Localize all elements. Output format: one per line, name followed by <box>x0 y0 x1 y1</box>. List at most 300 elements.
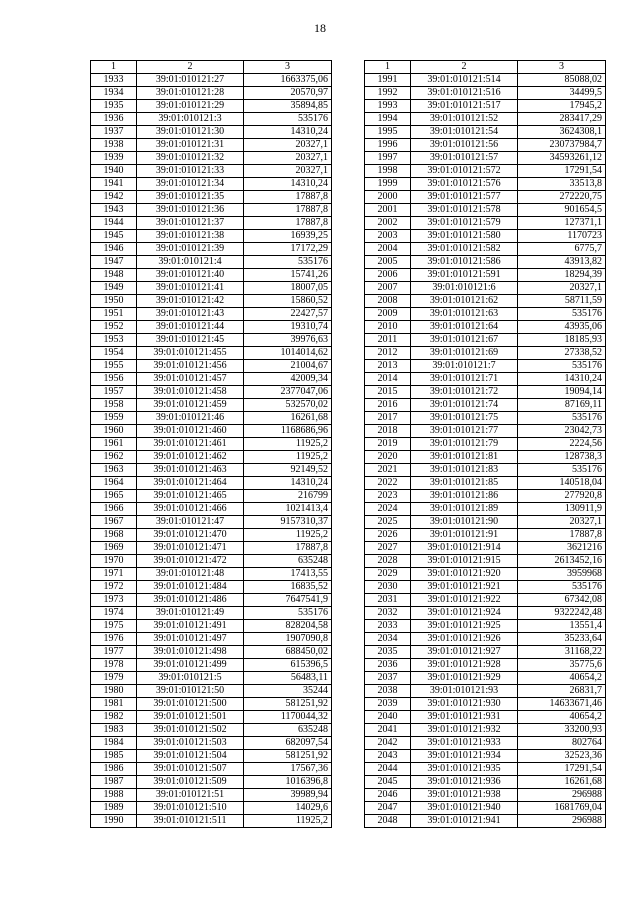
value-cell: 1016396,8 <box>244 776 332 789</box>
table-row <box>91 113 332 126</box>
row-number-cell: 2046 <box>365 789 411 802</box>
cadastral-number-cell: 39:01:010121:514 <box>411 74 518 87</box>
table-row <box>365 243 606 256</box>
cadastral-number-cell: 39:01:010121:62 <box>411 295 518 308</box>
value-cell: 18007,05 <box>244 282 332 295</box>
value-cell: 18185,93 <box>518 334 606 347</box>
value-cell: 17291,54 <box>518 763 606 776</box>
table-row <box>91 451 332 464</box>
row-number-cell: 1975 <box>91 620 137 633</box>
table-row <box>365 204 606 217</box>
row-number-cell: 2032 <box>365 607 411 620</box>
cadastral-number-cell: 39:01:010121:83 <box>411 464 518 477</box>
cadastral-number-cell: 39:01:010121:938 <box>411 789 518 802</box>
row-number-cell: 2043 <box>365 750 411 763</box>
value-cell: 42009,34 <box>244 373 332 386</box>
table-row <box>365 620 606 633</box>
value-cell: 828204,58 <box>244 620 332 633</box>
table-row <box>365 100 606 113</box>
cadastral-number-cell: 39:01:010121:934 <box>411 750 518 763</box>
table-row <box>365 776 606 789</box>
table-row <box>91 399 332 412</box>
value-cell: 31168,22 <box>518 646 606 659</box>
table-row <box>365 334 606 347</box>
cadastral-number-cell: 39:01:010121:920 <box>411 568 518 581</box>
row-number-cell: 1952 <box>91 321 137 334</box>
table-row <box>91 347 332 360</box>
table-row <box>365 256 606 269</box>
cadastral-number-cell: 39:01:010121:914 <box>411 542 518 555</box>
row-number-cell: 2018 <box>365 425 411 438</box>
cadastral-number-cell: 39:01:010121:463 <box>137 464 244 477</box>
table-row <box>91 217 332 230</box>
cadastral-number-cell: 39:01:010121:579 <box>411 217 518 230</box>
cadastral-number-cell: 39:01:010121:67 <box>411 334 518 347</box>
table-header-row <box>365 61 606 74</box>
table-row <box>365 646 606 659</box>
value-cell: 2224,56 <box>518 438 606 451</box>
row-number-cell: 1948 <box>91 269 137 282</box>
page-number: 18 <box>314 21 326 35</box>
cadastral-number-cell: 39:01:010121:90 <box>411 516 518 529</box>
value-cell: 688450,02 <box>244 646 332 659</box>
row-number-cell: 2019 <box>365 438 411 451</box>
row-number-cell: 2041 <box>365 724 411 737</box>
table-row <box>91 750 332 763</box>
value-cell: 19094,14 <box>518 386 606 399</box>
cadastral-number-cell: 39:01:010121:936 <box>411 776 518 789</box>
value-cell: 67342,08 <box>518 594 606 607</box>
table-row <box>91 737 332 750</box>
cadastral-number-cell: 39:01:010121:5 <box>137 672 244 685</box>
row-number-cell: 1971 <box>91 568 137 581</box>
row-number-cell: 1991 <box>365 74 411 87</box>
column-header: 2 <box>411 61 518 74</box>
row-number-cell: 2011 <box>365 334 411 347</box>
value-cell: 20327,1 <box>244 165 332 178</box>
table-row <box>91 815 332 828</box>
cadastral-number-cell: 39:01:010121:459 <box>137 399 244 412</box>
value-cell: 3959968 <box>518 568 606 581</box>
table-row <box>91 74 332 87</box>
table-row <box>91 360 332 373</box>
cadastral-number-cell: 39:01:010121:31 <box>137 139 244 152</box>
value-cell: 17887,8 <box>244 191 332 204</box>
row-number-cell: 1983 <box>91 724 137 737</box>
row-number-cell: 1951 <box>91 308 137 321</box>
row-number-cell: 2016 <box>365 399 411 412</box>
row-number-cell: 2023 <box>365 490 411 503</box>
row-number-cell: 1959 <box>91 412 137 425</box>
cadastral-number-cell: 39:01:010121:509 <box>137 776 244 789</box>
table-row <box>91 139 332 152</box>
table-row <box>365 516 606 529</box>
value-cell: 34593261,12 <box>518 152 606 165</box>
table-row <box>365 724 606 737</box>
cadastral-number-cell: 39:01:010121:71 <box>411 373 518 386</box>
cadastral-number-cell: 39:01:010121:46 <box>137 412 244 425</box>
value-cell: 35244 <box>244 685 332 698</box>
table-row <box>365 503 606 516</box>
value-cell: 17887,8 <box>518 529 606 542</box>
value-cell: 35894,85 <box>244 100 332 113</box>
cadastral-number-cell: 39:01:010121:32 <box>137 152 244 165</box>
cadastral-number-cell: 39:01:010121:36 <box>137 204 244 217</box>
value-cell: 33513,8 <box>518 178 606 191</box>
row-number-cell: 1961 <box>91 438 137 451</box>
value-cell: 43913,82 <box>518 256 606 269</box>
cadastral-number-cell: 39:01:010121:500 <box>137 698 244 711</box>
table-row <box>91 126 332 139</box>
cadastral-number-cell: 39:01:010121:69 <box>411 347 518 360</box>
cadastral-number-cell: 39:01:010121:81 <box>411 451 518 464</box>
value-cell: 11925,2 <box>244 451 332 464</box>
row-number-cell: 2021 <box>365 464 411 477</box>
table-row <box>365 126 606 139</box>
cadastral-number-cell: 39:01:010121:504 <box>137 750 244 763</box>
table-row <box>365 386 606 399</box>
row-number-cell: 2007 <box>365 282 411 295</box>
table-row <box>365 373 606 386</box>
value-cell: 802764 <box>518 737 606 750</box>
table-row <box>365 282 606 295</box>
value-cell: 16261,68 <box>244 412 332 425</box>
table-row <box>91 308 332 321</box>
cadastral-number-cell: 39:01:010121:932 <box>411 724 518 737</box>
value-cell: 17887,8 <box>244 542 332 555</box>
value-cell: 535176 <box>244 256 332 269</box>
table-row <box>365 464 606 477</box>
value-cell: 13551,4 <box>518 620 606 633</box>
table-row <box>91 295 332 308</box>
row-number-cell: 1999 <box>365 178 411 191</box>
table-row <box>91 321 332 334</box>
row-number-cell: 1943 <box>91 204 137 217</box>
table-row <box>365 178 606 191</box>
row-number-cell: 2038 <box>365 685 411 698</box>
row-number-cell: 1936 <box>91 113 137 126</box>
cadastral-number-cell: 39:01:010121:37 <box>137 217 244 230</box>
cadastral-number-cell: 39:01:010121:471 <box>137 542 244 555</box>
row-number-cell: 2035 <box>365 646 411 659</box>
cadastral-number-cell: 39:01:010121:486 <box>137 594 244 607</box>
cadastral-number-cell: 39:01:010121:34 <box>137 178 244 191</box>
value-cell: 15860,52 <box>244 295 332 308</box>
row-number-cell: 1987 <box>91 776 137 789</box>
table-row <box>365 711 606 724</box>
value-cell: 635248 <box>244 724 332 737</box>
value-cell: 7647541,9 <box>244 594 332 607</box>
row-number-cell: 1960 <box>91 425 137 438</box>
value-cell: 17945,2 <box>518 100 606 113</box>
row-number-cell: 2048 <box>365 815 411 828</box>
cadastral-number-cell: 39:01:010121:926 <box>411 633 518 646</box>
value-cell: 127371,1 <box>518 217 606 230</box>
value-cell: 20570,97 <box>244 87 332 100</box>
value-cell: 18294,39 <box>518 269 606 282</box>
value-cell: 1907090,8 <box>244 633 332 646</box>
table-row <box>365 425 606 438</box>
cadastral-number-cell: 39:01:010121:499 <box>137 659 244 672</box>
row-number-cell: 1945 <box>91 230 137 243</box>
value-cell: 1168686,96 <box>244 425 332 438</box>
value-cell: 535176 <box>518 581 606 594</box>
value-cell: 11925,2 <box>244 529 332 542</box>
row-number-cell: 1934 <box>91 87 137 100</box>
row-number-cell: 2004 <box>365 243 411 256</box>
cadastral-number-cell: 39:01:010121:458 <box>137 386 244 399</box>
cadastral-number-cell: 39:01:010121:38 <box>137 230 244 243</box>
table-row <box>91 542 332 555</box>
table-row <box>365 633 606 646</box>
row-number-cell: 2002 <box>365 217 411 230</box>
cadastral-number-cell: 39:01:010121:462 <box>137 451 244 464</box>
table-row <box>365 438 606 451</box>
value-cell: 35233,64 <box>518 633 606 646</box>
value-cell: 216799 <box>244 490 332 503</box>
value-cell: 20327,1 <box>244 152 332 165</box>
table-row <box>91 464 332 477</box>
value-cell: 17172,29 <box>244 243 332 256</box>
table-row <box>91 373 332 386</box>
value-cell: 87169,11 <box>518 399 606 412</box>
row-number-cell: 2000 <box>365 191 411 204</box>
table-row <box>91 776 332 789</box>
cadastral-number-cell: 39:01:010121:931 <box>411 711 518 724</box>
table-row <box>91 802 332 815</box>
table-row <box>91 581 332 594</box>
row-number-cell: 1939 <box>91 152 137 165</box>
cadastral-number-cell: 39:01:010121:48 <box>137 568 244 581</box>
table-header-row <box>91 61 332 74</box>
table-row <box>91 568 332 581</box>
cadastral-number-cell: 39:01:010121:928 <box>411 659 518 672</box>
table-row <box>365 74 606 87</box>
value-cell: 1014014,62 <box>244 347 332 360</box>
table-row <box>91 763 332 776</box>
table-row <box>365 152 606 165</box>
cadastral-number-cell: 39:01:010121:577 <box>411 191 518 204</box>
cadastral-number-cell: 39:01:010121:935 <box>411 763 518 776</box>
row-number-cell: 2034 <box>365 633 411 646</box>
cadastral-number-cell: 39:01:010121:940 <box>411 802 518 815</box>
row-number-cell: 1935 <box>91 100 137 113</box>
table-row <box>91 490 332 503</box>
value-cell: 128738,3 <box>518 451 606 464</box>
cadastral-number-cell: 39:01:010121:517 <box>411 100 518 113</box>
cadastral-number-cell: 39:01:010121:40 <box>137 269 244 282</box>
table-row <box>365 412 606 425</box>
cadastral-number-cell: 39:01:010121:501 <box>137 711 244 724</box>
row-number-cell: 2047 <box>365 802 411 815</box>
row-number-cell: 1976 <box>91 633 137 646</box>
row-number-cell: 1997 <box>365 152 411 165</box>
cadastral-number-cell: 39:01:010121:510 <box>137 802 244 815</box>
row-number-cell: 1937 <box>91 126 137 139</box>
row-number-cell: 1988 <box>91 789 137 802</box>
value-cell: 6775,7 <box>518 243 606 256</box>
row-number-cell: 2001 <box>365 204 411 217</box>
cadastral-number-cell: 39:01:010121:927 <box>411 646 518 659</box>
table-row <box>365 360 606 373</box>
row-number-cell: 1964 <box>91 477 137 490</box>
value-cell: 92149,52 <box>244 464 332 477</box>
table-row <box>91 412 332 425</box>
table-row <box>91 685 332 698</box>
row-number-cell: 2033 <box>365 620 411 633</box>
row-number-cell: 2036 <box>365 659 411 672</box>
value-cell: 3621216 <box>518 542 606 555</box>
cadastral-number-cell: 39:01:010121:89 <box>411 503 518 516</box>
value-cell: 532570,02 <box>244 399 332 412</box>
row-number-cell: 1953 <box>91 334 137 347</box>
table-row <box>365 750 606 763</box>
cadastral-number-cell: 39:01:010121:72 <box>411 386 518 399</box>
table-row <box>365 555 606 568</box>
row-number-cell: 1949 <box>91 282 137 295</box>
row-number-cell: 1967 <box>91 516 137 529</box>
value-cell: 32523,36 <box>518 750 606 763</box>
row-number-cell: 2013 <box>365 360 411 373</box>
table-row <box>365 269 606 282</box>
row-number-cell: 2028 <box>365 555 411 568</box>
row-number-cell: 1973 <box>91 594 137 607</box>
table-row <box>365 217 606 230</box>
value-cell: 535176 <box>518 464 606 477</box>
table-row <box>91 594 332 607</box>
table-row <box>91 789 332 802</box>
table-row <box>91 334 332 347</box>
table-row <box>91 100 332 113</box>
row-number-cell: 1944 <box>91 217 137 230</box>
cadastral-number-cell: 39:01:010121:922 <box>411 594 518 607</box>
table-row <box>91 165 332 178</box>
cadastral-number-cell: 39:01:010121:464 <box>137 477 244 490</box>
row-number-cell: 2008 <box>365 295 411 308</box>
row-number-cell: 2044 <box>365 763 411 776</box>
row-number-cell: 2022 <box>365 477 411 490</box>
value-cell: 14633671,46 <box>518 698 606 711</box>
cadastral-number-cell: 39:01:010121:921 <box>411 581 518 594</box>
cadastral-number-cell: 39:01:010121:457 <box>137 373 244 386</box>
row-number-cell: 1941 <box>91 178 137 191</box>
cadastral-number-cell: 39:01:010121:466 <box>137 503 244 516</box>
value-cell: 16261,68 <box>518 776 606 789</box>
row-number-cell: 2012 <box>365 347 411 360</box>
value-cell: 17887,8 <box>244 204 332 217</box>
table-row <box>91 152 332 165</box>
value-cell: 11925,2 <box>244 815 332 828</box>
value-cell: 19310,74 <box>244 321 332 334</box>
table-row <box>365 581 606 594</box>
value-cell: 14310,24 <box>244 126 332 139</box>
row-number-cell: 2009 <box>365 308 411 321</box>
cadastral-number-cell: 39:01:010121:933 <box>411 737 518 750</box>
cadastral-number-cell: 39:01:010121:51 <box>137 789 244 802</box>
value-cell: 20327,1 <box>518 282 606 295</box>
value-cell: 39976,63 <box>244 334 332 347</box>
row-number-cell: 2026 <box>365 529 411 542</box>
table-row <box>365 672 606 685</box>
value-cell: 1170044,32 <box>244 711 332 724</box>
cadastral-number-cell: 39:01:010121:497 <box>137 633 244 646</box>
cadastral-number-cell: 39:01:010121:465 <box>137 490 244 503</box>
table-row <box>91 178 332 191</box>
cadastral-number-cell: 39:01:010121:39 <box>137 243 244 256</box>
row-number-cell: 1981 <box>91 698 137 711</box>
cadastral-number-cell: 39:01:010121:578 <box>411 204 518 217</box>
table-row <box>91 230 332 243</box>
value-cell: 34499,5 <box>518 87 606 100</box>
value-cell: 16939,25 <box>244 230 332 243</box>
value-cell: 56483,11 <box>244 672 332 685</box>
table-row <box>91 425 332 438</box>
row-number-cell: 2037 <box>365 672 411 685</box>
value-cell: 39989,94 <box>244 789 332 802</box>
row-number-cell: 1982 <box>91 711 137 724</box>
cadastral-number-cell: 39:01:010121:460 <box>137 425 244 438</box>
cadastral-number-cell: 39:01:010121:502 <box>137 724 244 737</box>
value-cell: 16835,52 <box>244 581 332 594</box>
row-number-cell: 1980 <box>91 685 137 698</box>
row-number-cell: 2015 <box>365 386 411 399</box>
cadastral-number-cell: 39:01:010121:572 <box>411 165 518 178</box>
cadastral-number-cell: 39:01:010121:7 <box>411 360 518 373</box>
table-row <box>91 386 332 399</box>
row-number-cell: 2039 <box>365 698 411 711</box>
cadastral-number-cell: 39:01:010121:93 <box>411 685 518 698</box>
table-row <box>365 594 606 607</box>
table-row <box>365 165 606 178</box>
cadastral-number-cell: 39:01:010121:576 <box>411 178 518 191</box>
table-row <box>91 659 332 672</box>
row-number-cell: 2030 <box>365 581 411 594</box>
row-number-cell: 1962 <box>91 451 137 464</box>
cadastral-number-cell: 39:01:010121:507 <box>137 763 244 776</box>
value-cell: 35775,6 <box>518 659 606 672</box>
row-number-cell: 2025 <box>365 516 411 529</box>
row-number-cell: 2027 <box>365 542 411 555</box>
value-cell: 20327,1 <box>518 516 606 529</box>
cadastral-number-cell: 39:01:010121:472 <box>137 555 244 568</box>
table-row <box>365 659 606 672</box>
row-number-cell: 1938 <box>91 139 137 152</box>
cadastral-number-cell: 39:01:010121:77 <box>411 425 518 438</box>
cadastral-number-cell: 39:01:010121:930 <box>411 698 518 711</box>
value-cell: 1170723 <box>518 230 606 243</box>
value-cell: 535176 <box>518 308 606 321</box>
cadastral-number-cell: 39:01:010121:924 <box>411 607 518 620</box>
table-row <box>91 282 332 295</box>
value-cell: 26831,7 <box>518 685 606 698</box>
table-row <box>91 724 332 737</box>
table-row <box>91 529 332 542</box>
value-cell: 33200,93 <box>518 724 606 737</box>
data-table-left <box>90 60 332 828</box>
cadastral-number-cell: 39:01:010121:3 <box>137 113 244 126</box>
value-cell: 1663375,06 <box>244 74 332 87</box>
row-number-cell: 1979 <box>91 672 137 685</box>
value-cell: 581251,92 <box>244 698 332 711</box>
row-number-cell: 1933 <box>91 74 137 87</box>
cadastral-number-cell: 39:01:010121:586 <box>411 256 518 269</box>
table-row <box>365 802 606 815</box>
row-number-cell: 1955 <box>91 360 137 373</box>
row-number-cell: 1996 <box>365 139 411 152</box>
table-row <box>365 607 606 620</box>
table-row <box>365 685 606 698</box>
cadastral-number-cell: 39:01:010121:47 <box>137 516 244 529</box>
